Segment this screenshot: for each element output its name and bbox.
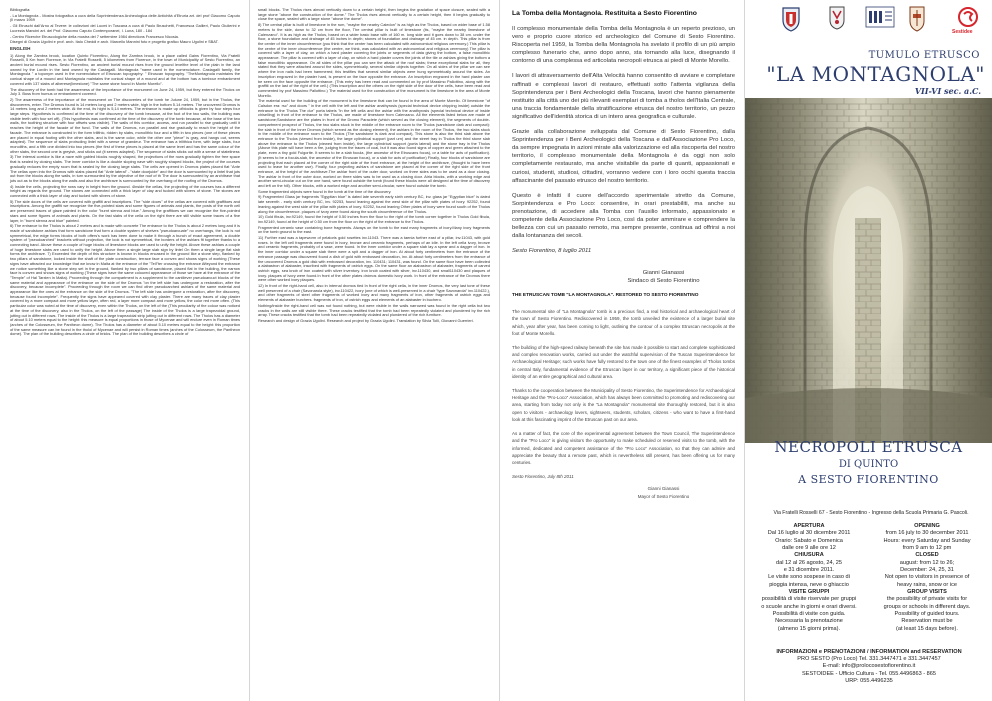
sestidee-logo-icon <box>957 6 979 28</box>
english-text-column-2 <box>250 0 498 701</box>
english-paragraphs-continued <box>258 8 490 324</box>
opening-info-line: OPENING <box>914 523 940 529</box>
english-text-column-1 <box>0 0 248 701</box>
english-paragraph: 12) In front of the right-hand cell, also in internal dromos tied In front of the right cella, in the inner Dromos, the very last tone of these well preserved of a chair (Savonarola style), inv.110422, ivory (one of which is well-preserved in a chair "type Savonarola" inv.110422.), and other fragments of steel other fragments of worked ivory and many fragments of iron, other fragments of ostrich eggs and elements of alabaster burchers. fragments of iron, of ostrich eggs and elements of an alabaster in buchero. <box>258 283 490 303</box>
italian-date: Sesto Fiorentino, 8 luglio 2011 <box>512 248 592 255</box>
opening-info-english <box>869 523 985 633</box>
opening-info-line: Reservation must be <box>901 618 953 625</box>
sestidee-logo-label: Sestidee <box>952 29 973 35</box>
contact-line: E-mail: info@prolocosestofiorentino.it <box>822 663 916 670</box>
english-paragraph: The material used for the building of the monument is the limestone that can be found in the area of Monte Morello. Of limestone "of Calsdon era: rsc" and doors " in the cell with the left and the ashlar anathyrosis (special technical device chipping inside) outside the entrance to the Tholos The dur" porta tabeis "in the left cella and the ashlar with the anathyrosis (special technical device of inside chiselling) in front of the entrance to the Tholos, are made of limestone from Calenzano. All the elements listed below are made of sandstone;Sandstone are the plates in front of the Dromo Paraclete (which served as the closing element), the segments of double-compartment prospect of Tholos, the two slabs stuck in the middle of the entrance room to the Tholos (sandstone dark and compact): the slab in front of the inner Dromos (which served as the closing element), the ashlars in the room of the Tholos, the two slabs stuck in the middle of the entrance room to the Tholos (The sandstone is dark and compact), This stone is also the third slab above the entrance to the Tholos (viewed from inside), the large cylindrical support (part urn) and the street tray in Tholos the third stone slab above the entrance to the Tholos (viewed from inside), the large cylindrical support (porta lateral) and the stone tray in the Tholos (Above this plate will have been a fire, judging from the traces of coal, but it was also found signs of copper and green attached to the plate, even a tiny gold Fulgorite. It seems to be a slab focula, (the ancestor of the Etruscans focus), or a table for acts of purification). (It seems to be a focula-slab, the ancestor of the Etruscan focus), or a slab for acts of purification) Finally, four blocks of sandstone are projecting that each placed at the corner of the right side of the front entrance, at the height of the architrave, (thought to have been used to leave for another use). Finally, four projecting ashlars of sandstone are placed at the corner of the right side of the front entrance, at the height of the architrave.The ashlar front of the outer door, worked on three sides was to be used as a door closing. The ashlar in front of the outer door, worked on three sides was to be used as a closing door. Atria blocks, with a working edge and another semi-circular cut on the one hand, were found outside the tomb (found these blocks were all designed at the time of discovery and left on the hill). Other blocks, with a worked edge and another semi-circular, were found outside the tomb. <box>258 98 490 189</box>
english-paragraph: The discovery of the tomb had the awareness of the importance of the monument on June 24, 1959, but they entered the Tholos on July 3. Boss from humus or embankment covered. <box>10 86 240 97</box>
opening-info-line: pioggia intensa, neve o ghiaccio <box>769 581 849 588</box>
english-intro-paragraph: As a matter of fact, the core of the experimental agreement between the Town Council, The Superintendence and the "Pro Loco" is giving visitors the opportunity to make scheduled or reserved visits to the tomb, with the informed, dedicated and competent assistance of the "Pro Loco" Association, so that they can admire and appreciate the beauty that a remote past, which is nevertheless still present, has been offering us for many centuries. <box>512 431 735 465</box>
english-paragraph: 6) The entrance to the Tholos is about 2 meters and is made with concrete The entrance to the Tholos is about 2 metres long and it is made of sandstone ashlars that form sandstone that form a double system of shelves "pseudoarcuate" no overhangs, the look is not symmetrical, the edge forms blocks of both offers's work has been done to make it through a bunch of exact agreement, a double system of "pseudoarched" brackets without projection, the look is not symmetrical, the borders of the ashlars fit together thanks to a connecting band. Above these a couple of huge blocks of limestone blocks are used to unify the height. Above these ashlars a couple of huge limestone slabs are used to unify the height. Above them a single large slab sign by lintel On them a single large flat slab forms the architrave. 7) Exceeded the depth of this structure is known in blocks encased in the ground like a stone step, flanked by two pillars of sandstone, locked inside the shaft of the plate construction, terrace face a convex and shows signs of working (These signs have attracted our knowledge that we know in Malta at the entrance of the "Tell"ter crossing the entrance Afteyond the entrance we notice something like a stone step set in the ground, flanked by two pillars of sandstone, placed flat in the building, the narrow face is convex and shows signs of working (These signs have the same coloured appearance of those we have at the entrance of the "Temple" of Hal Tarxien in Malta). Proceeding through the compartment is a supplement to the cantilever pseudoarcuct blocks of the same material and appearance of the entrance on the side of the Dromos "on the left side has undergone a restoration, after the discovery, because incomplete". Proceeding through the room we can find other pseudoarched ashlars of the same material and appearance like the ones at the entrance on the side of the Dromos. "The left side has undergone a restoration, after the discovery, because found incomplete". Frequently the signs have appeared covered with clay plaster. There are many traces of clay plaster covered by a more compact and more yellow layer, often red, a layer more compact and more yellow, the color red more often. (This particular color was noted at the time of discovery, even within the Tholos, on the left of the (This peculiarity of the colour was noticed at the time of the discovery, also in the Tholos, on the left of the passage) The inside of the Tholos is a large trapezoidal ground, jutting out in different rows. The inside of the Tholos is a large trapezoidal strip jutting out in different rows. The Tholos has a diameter of about 5.10 meters equal to the height: this measure is equal proportions in those of Mycenae and will endure even in Roman times (arches of the Colosseum, the Pantheon dome). The Tholos has a diameter of about 5.10 metres equal to the height: this proportion of the same measure can be found in the tholoi of Mycenae and will persist in Roman times (arches of the Colosseum, the Pantheon dome). The plan of the building describes a circle of bricks. The plan of the building describes a circle of <box>10 223 240 337</box>
opening-info-line: the possibility of private visits for <box>886 596 968 603</box>
opening-info-line: from 9 am to 12 pm <box>902 545 952 552</box>
logo-row <box>745 6 992 40</box>
sesto-subtitle: A SESTO FIORENTINO <box>798 473 939 486</box>
intro-paragraph: Il complesso monumentale della Tomba della Montagnola è un reperto prezioso, un vero e proprio cuore storico ed archeologico del Comune di Sesto Fiorentino. Riscoperta nel 1959, la Tomba della Montagnola ha svelato il profilo di un più ampio complesso funerario che, anno dopo anno, sta tornando alla luce, disegnando il contorno di una complessa ed articolata necropoli etrusca ai piedi di Monte Morello. <box>512 26 735 65</box>
cover-panel <box>745 0 992 701</box>
opening-info-line: Orario: Sabato e Domenica <box>775 537 843 544</box>
introduction-column <box>500 0 745 701</box>
contact-info <box>751 649 987 685</box>
opening-info-line: APERTURA <box>793 523 825 529</box>
site-address: Via Fratelli Rosselli 67 - Sesto Fiorentino - Ingresso della Scuola Primaria G. Pascoli. <box>773 510 969 516</box>
province-crest-icon <box>829 6 845 30</box>
english-paragraph: 4) Inside the cells, projecting the rows vary in height from the ground. 4Inside the cellas, the projecting of the courses has a different height as regards the ground. The stones are connected with a thick layer of clay and tucked with slivers of stone. The stones are connected with a thick layer of clay and tucked with slivers of stone. <box>10 183 240 199</box>
contact-line: URP: 055.4496235 <box>845 677 893 684</box>
bibliography-title: Bibliografia: <box>10 7 31 12</box>
opening-info-italian <box>751 523 867 633</box>
contact-line: SESTOIDEE - Ufficio Cultura - Tel. 055.4496863 - 865 <box>801 670 936 677</box>
opening-info-line: heavy rains, snow or ice <box>896 581 957 588</box>
opening-info-line: possibilità di visite riservate per gruppi <box>761 596 857 603</box>
intro-paragraph: I lavori di attraversamento dell'Alta Velocità hanno consentito di avviare e completare raffinati e complessi lavori di restauro, effettuati sotto l'attenta vigilanza della Soprintendenza per i Beni Archeologici della Toscana, lavori che hanno pienamente restituito alla città uno dei più rilevanti esemplari di tomba a tholos dell'Italia Centrale, una traccia fondamentale della stratificazione etrusca del nostro territorio, un pezzo significativo dell'identità storica di un intero area geografica e culturale. <box>512 73 735 120</box>
opening-info-line: august: from 12 to 26; <box>899 559 955 566</box>
english-paragraph: 5) The side doors of the cells are covered with graffiti and inscriptions. The "side doors" of the cellas are covered with graffitoes and inscriptions. Among the graffiti we recognize the five-pointed stars and some figures of animals and plants, the posts of the north cell are preserved traces of glaze painted in the color "burnt sienna and blue." Among the graffitoes we can recognize the five-pointed stars and some figures of animals and plants. On the fast slabs of the cella on the right there are still visible some traces of a fine layer, in "burnt sienna and blue" painted. <box>10 198 240 223</box>
english-intro-paragraph: Thanks to the cooperation between the Municipality of Sesto Fiorentino, the Superintendence for Archaeological Heritage and the "Pro-Loco" Association, which has always been committed to promoting and rediscovering our area, starting from today not only is the "La Montagnola" monumental site thoroughly restored, but it is also open to visitors - archaeology lovers, sightseers, students, scholars, citizens - who want to have a first-hand look at this fascinating imprint of the Etruscan past on our area. <box>512 388 735 422</box>
superintendence-logo-icon <box>865 6 895 28</box>
english-paragraph: 1) Along the Zambra brook, location Quinto Fiorentino, Along the Zambra brook, in a place called Gains Fiorentino, Via Fratelli Rosselli, 5 Km from Florence, in Via Fratelli Rosselli, 5 kilometres from Florence, in the town of Municipality of Sesto Fiorentino, an ancient burial mound rises. Sesto Fiorentino, an ancient burial mound rises from the ground levelthe level of the plain in the land owned by the Lordin in the land owned by the Castagalli. Montagnola "name used in the nomenclature. Castagalli family, the Montagnola " a toponym used in the nomenclature of Etruscan topography: " Etruscan topography. "TheMontagnola maintains the conical shape of a mound and Montagnola maintains the conical shape of a mound and at the bottom has a tombour embankment covered with 137 stabs of alberese(limestone) "The same stone found in Monte Morello". <box>10 52 240 86</box>
bibliography-line: - Gli Etruschi dall'Arno al Tevere: le collezioni del Lucmi in Toscana a cura di Paolo Bruschetti, Francesca Gallieri, Paolo Giulierini e Lucrezia Mancini art. del Prof. Giacomo Caputo Contemporanei, I. Luna, 180 - 184 <box>10 23 240 33</box>
opening-info-line: Necessaria la prenotazione <box>775 618 843 625</box>
bibliography-line: Disegni di Grazia Ugolini e prof. arch. Italo Cheddi e arch. Marcello Mannini foto e progetto grafico Mauro Ugolini e SBAT. <box>10 39 219 45</box>
english-paragraph: 10) Gold fibula, inv.92149, found the height of 0.50 inches from the floor to the right of the tomb corner together in Tholos Gold fibula, inv.92149, found at the height of 0.50 cm from the floor on the right of the entrance to the Tholos. <box>258 214 490 224</box>
italian-signature <box>512 247 735 285</box>
opening-info-line: e 31 dicembre 2011. <box>783 567 835 574</box>
english-heading: ENGLISH <box>10 45 31 51</box>
bibliography-line: - Centro Ricerche Etruscologiche della mostra del 7 settembre 1984 directions Francesco Nicosia. <box>10 33 179 39</box>
opening-info-line: Le visite sono sospese in caso di <box>768 574 850 581</box>
pro-loco-crest-icon <box>909 6 925 32</box>
di-quinto-subtitle: DI QUINTO <box>838 459 899 470</box>
opening-info-line: Dal 16 luglio al 30 dicembre 2011 <box>767 530 851 537</box>
opening-info-line: o scuole anche in giorni e orari diversi. <box>761 603 857 610</box>
opening-info-line: Hours: every Saturday and Sunday <box>883 537 971 544</box>
opening-info-line: (at least 15 days before). <box>896 625 958 632</box>
opening-info-line: Not open to visitors in presence of <box>884 574 970 581</box>
english-role: Mayor of Sesto Fiorentino <box>637 493 690 499</box>
opening-info-line: Possibilità di visite con guida. <box>772 611 846 618</box>
english-paragraph: Nothing/inside the right-hand cell was not found nothing, but were visible in the walls narrowed was found in the right cella but two cracks in the walls are still visible there. These cracks testified that the tomb had been repeatedly violated and plundered by the rich array. These cracks testified that the tomb had been repeatedly violated and plundered of the rich furniture. <box>258 302 490 318</box>
english-date: Sesto Fiorentino, July 8th 2011 <box>512 474 574 480</box>
opening-info-line: dalle ore 9 alle ore 12 <box>782 545 836 552</box>
english-signer: Gianni Gianassi <box>647 486 680 492</box>
opening-info-line: CHIUSURA <box>794 552 824 559</box>
english-paragraph: Research and design of Grazia Ugolini. Research and project by Grazia Ugolini. Translation by Silvia Tolli, Giovanni Guerrieri. <box>258 318 474 323</box>
english-intro-title: THE ETRUSCAN TOMB "LA MONTAGNOLA". RESTORED TO SESTO FIORENTINO <box>512 293 699 299</box>
english-paragraph: small blocks. The Tholos rises almost vertically down to a certain height, then begins the gradation of space closure, sealed with a large stone "above the construction of the dome." The Tholos rises almost vertically to a certain height, then it begins gradually to close the space, sealed with a large stone "above the dome". <box>258 7 490 22</box>
opening-info-line: CLOSED <box>915 552 939 559</box>
opening-info-line: groups or schools in different days. <box>883 603 971 610</box>
english-signature <box>512 473 735 500</box>
italian-role: Sindaco di Sesto Fiorentino <box>627 278 700 285</box>
contact-line: INFORMAZIONI e PRENOTAZIONI / INFORMATION and RESERVATION <box>776 649 962 655</box>
opening-info-line: December: 24, 25, 31 <box>900 567 954 574</box>
intro-paragraph: Grazie alla collaborazione sviluppata dal Comune di Sesto Fiorentino, dalla Soprintendenza per i Beni Archeologici della Toscana e dall'Associazione Pro Loco, da sempre impegnata in azioni mirate alla valorizzazione ed alla riscoperta del nostro territorio, il complesso monumentale della Montagnola è da oggi non solo completamente restaurato, ma anche visitabile da parte di quanti, appassionati e curiosi, studenti, studiosi, cittadini, vorranno vedere con i loro occhi questa traccia affascinante del passato etrusco del nostro territorio. <box>512 129 735 184</box>
tholos-interior-photo <box>745 98 992 443</box>
english-intro-paragraph: The building of the high-speed railway beneath the site has made it possible to start and complete sophisticated and complex renovation works, carried out under the watchful supervision of the Tuscan Superintendence for Archaeological Heritage; such works have fully restored to the town one of the finest examples of Tholos tombs in central Italy, fundamental evidence of the Etruscan layer in our territory, a significant piece of the historical identity of an entire geographical and cultural area. <box>512 345 735 379</box>
montagnola-title: "LA MONTAGNOLA" <box>766 62 985 86</box>
tumulo-heading: TUMULO ETRUSCO <box>868 50 980 61</box>
opening-info-line: Possibility of guided tours. <box>894 611 960 618</box>
intro-paragraph: Questo è infatti il cuore dell'accordo sperimentale stretto da Comune, Sorpintendenza e Pro Loco: consentire, in orari prestabiliti, ma anche su prenotazione, di accedere alla Tomba con l'ausilio informato, appassionato e competente della Associazione Pro Loco, così da poter ammirare e comprendere la bellezza con cui un passato remoto, ma sempre presente, continua ad offrirsi a noi dalla lontananza dei secoli. <box>512 192 735 240</box>
english-intro-paragraphs <box>512 308 735 466</box>
municipality-crest-icon <box>781 6 801 32</box>
english-paragraph: 8) The central pillar is built of limestone in the rum, "maybe the nearby Caledon" is as high as the Tholos, based on wider base of 1.58 meters to the side, down to 32 cm from the floor, The central pillar is built of limestone (its, "maybe the nearby limestone of Calenzano". It is as high as the Tholos, based on a wider basic base with of 160 m. long side and it goes down to 38 cm. under the floor, a stone foundation and drainage of 45 inches in depth; stones of foundation and drainage of 45 cm. in depth. This pillar is from the center of the inner circumference (you think that the center has been calculated with astronomical religious ceremony.) This pillar is the centre of the inner circumference (the centre, we think, was calculated with an astronomical and religious ceremony) The pillar is covered with a layer of clay, on which a hard plaster covering the joints or segments of data giving the bottom, a false monolithic appearance. The pillar is covered with a layer of clay, on which a hard plaster covers the joints of the tile or ashlars giving the bottom a false monolithic appearance. On all sides of the pillar you can see the attack of the roof slabs; these exceptional slabs for all, they stated that they were attached around the sides, symmetrically, several similar objects together. On all sides of the pillar we can see where the iron nails had been hammered; this testifies that several similar objects were hung symmetrically around the sides. An inscription engraved in the plaster hard, is present on the face opposite the entrance. An inscription engraved in the hard plaster can be seen on the face opposite the entrance. (This entry has been read and commented on by prof Massimo Pallottino, along with the graffiti on the last of the right of the cell.) (This inscription and the others on the right side of the door of the cells, have been read and commented by prof Massimo Pallottino.) The material used for the construction of the monument is the limestone in the area of Monte Morello. <box>258 22 490 98</box>
english-paragraph: 3) The internal corridor is like a nave with gabled blocks roughly shaped, the projections of the rows gradually tighten the free space that is sealed by closing slabs. The inner corridor is like a double sloping nave with roughly shaped blocks, the project of the courses gradually reduces the empty room that is sealed by the closing large slabs. The cells are opened in Dromos plates placed flat "Ante The cellas open into the Dromos with slabs placed flat "Ante lateral" - "state doorjuide" and the door is surmounted by a lintel that juts out from the blocks along the walls, in turn surmounted by the objective of the roof of th The door is surmounted by an architrave that juts out as to the blocks along the walls and also the architrave is surmounted by the overhang of the roofing of the Dromos. <box>10 154 240 183</box>
italian-signer: Gianni Gianassi <box>642 270 685 277</box>
english-paragraph: 11) Further east was a tapeworm of pelatoris gold rosettes inv.11043. There was a taenia further east of a pillar, inv.11043, with gold roses. In the left cell fragments were found in ivory, bronze and ceramic fragments, perhaps of an idle. In the left cella ivory, bronze and ceramic fragments, probably of a vase, were found. In the inner corridor under a square slab lay a spear and a dagger of iron. In the inner corridor under a square slab there were a spit and a dagger of iron. At about forty centimeters from the entrance of the entrance passage was discovered found a dish of gold with embossed decoration, inv. At about forty centimeters from the entrance of the uncovered Dromos a gold disk with embossed decoration, inv. 110431; 110431, was found. On the same floor have been collected a alabastron of alabaster, inscribed with fragments of ostrich eggs. On the same floor an alabastron of alabaster, fragments of carved ostrich eggs, sea knob of iron coated with silver inventory. iron knob coated with silver, inv.110430, and small110430 and plaques of ivory. plaques of ivory were found.In front of the other plates drómos domestic ivory work. In front of the entrance of the Dromos there were other worked ivory plaques. <box>258 235 490 283</box>
bibliography-line: - La Montagnola - Mostra fotografica a cura della Soprintendenza Archeologica delle Antichità d'Etruria art. del prof Giacomo Caputo (Il marzo 1959 <box>10 12 240 23</box>
opening-info-line: VISITE GRUPPI <box>788 589 830 596</box>
english-paragraph: Fragmented ceramic vase containing bone fragments. Always on the tomb to the east many fragments of ivory.Many ivory fragments on the tomb ground to the east. <box>258 224 490 235</box>
bibliography <box>10 8 240 337</box>
necropoli-title: NECROPOLI ETRUSCA <box>774 438 963 456</box>
intro-paragraphs <box>512 25 735 240</box>
intro-title: La Tomba della Montagnola. Restituita a Sesto Fiorentino <box>512 10 697 17</box>
opening-info-line: from 16 july to 30 december 2011 <box>885 530 969 537</box>
opening-info-line: GROUP VISITS <box>907 589 947 596</box>
english-intro-paragraph: The monumental site of "La Montagnola" tomb is a precious find, a real historical and archaeological heart of the town of Sesto Fiorentino. Rediscovered in 1959, the tomb unveiled the existence of a larger burial site which, year after year, has been coming to light, outlining the contour of a complex Etruscan necropolis at the foot of Monte Morello. <box>512 309 735 336</box>
english-paragraph: 9) Fragmented Glass jar fragments "Egyptian blue" is dated late seventh early sixth century BC, inv. glass jar "Egyptian blue" is dated late seventh - early sixth century BC, inv. 92253, found leaning against the west side of the pillar with plates of ivory. 92252, found leaning against the west side of the pillar with plates of ivory. 92252, found leaning Other plates of ivory were found south of the Tholos along the circumference. plaques of ivory were found along the south circumference of the Tholos. <box>258 194 490 214</box>
bibliography-list <box>10 14 240 45</box>
english-paragraph: Some fragmented objects were found in the tomb at the time of the discovery. <box>258 188 392 194</box>
century-subtitle: VII-VI sec. a.C. <box>914 86 981 96</box>
english-paragraphs <box>10 54 240 337</box>
tholos-photo-illustration <box>745 98 992 443</box>
english-paragraph: 2) The awareness of the importance of the monument on The discoveries of the tomb he Julune 24, 1959, but in the Tholos, the discoverers, enter. The Dromos found is 14 meters long and 2 meters wide, high in the bottom 5.14 meters. The uncovered Dromos is 14 metres long and 2 metres wide. At the end, its hight is 5,14 metres. The entrance is made up ofblocks is given by four steps four large steps. Hypothesis is confirmed at the time of the discovery of the tomb because, at the foot of the two walls, the building was visible teeth with four set off). (This hypothesis was confirmed at the time of the discovery of the tomb because, at the base of the two walls, the toothing structure with four offsets was visible). The walls of this corridor, access, and run parallel to rise gradually until it reaches the height of the facade of the fund. The walls of the Dromos, run parallel and rise gradually to reach the height of the facade. The entrance is constructed in the form trilithic, ridden by slabs, monolithic four and a fifth in two pieces (one of these pieces are placed in equal footing with the other slabs, and is the same color, while the other one "piece" is gray, and hangs out, seems adapted). The sequence of slabs protruding lintel with a sense of grandeur. The entrance has a trilithica form, with large slabs, four monoliths, and a fifth one divided into two pieces (the first of these pieces is placed at the same level and has the same colour of the other slabs, the second one is greyish, and sticks out (it seems adapted). The sequence of slabs sticks out with a sense of stateliness <box>10 96 240 154</box>
opening-info-line: (almeno 15 giorni prima). <box>777 625 841 632</box>
opening-info-line: dal 12 al 26 agosto, 24, 25 <box>776 559 842 566</box>
contact-line: PRO SESTO (Pro Loco) Tel. 331.3447471 e 331.3447457 <box>797 656 941 663</box>
